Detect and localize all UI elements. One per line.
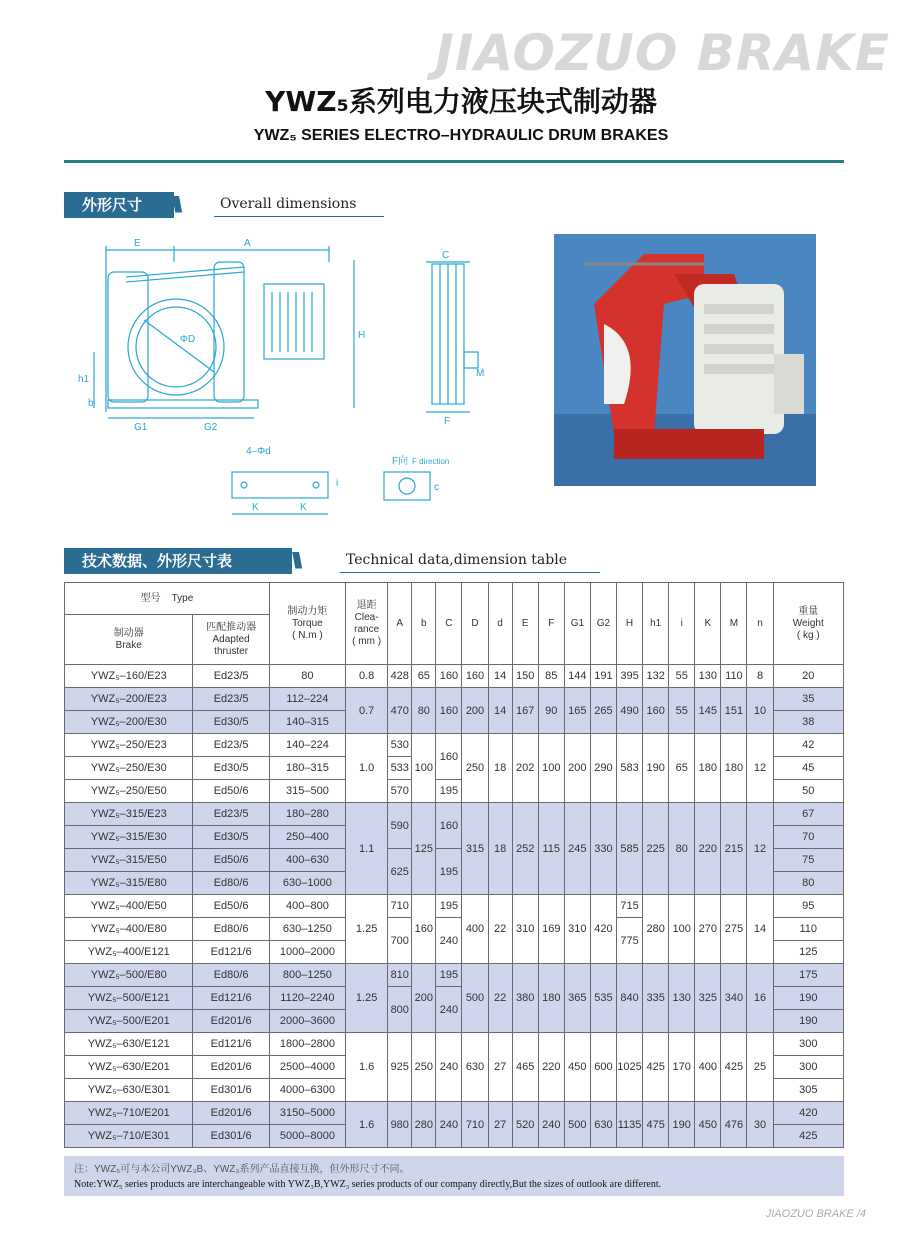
section-underline — [214, 216, 384, 217]
table-cell: 325 — [695, 964, 721, 1033]
table-row — [65, 1102, 844, 1125]
table-cell: 165 — [564, 688, 590, 734]
table-cell: 100 — [669, 895, 695, 964]
table-cell: 160 — [462, 665, 488, 688]
table-cell: 170 — [669, 1033, 695, 1102]
table-cell: 145 — [695, 688, 721, 734]
label-b: b — [88, 398, 94, 409]
table-cell: 315–500 — [269, 780, 345, 803]
table-cell: 14 — [488, 665, 512, 688]
table-cell: Ed121/6 — [193, 941, 269, 964]
table-cell: 167 — [512, 688, 538, 734]
table-cell: YWZ₅–315/E30 — [65, 826, 193, 849]
table-cell: YWZ₅–160/E23 — [65, 665, 193, 688]
type-header: 型号 Type — [65, 583, 270, 615]
table-cell: 27 — [488, 1102, 512, 1148]
table-cell: Ed23/5 — [193, 734, 269, 757]
table-cell: 530 — [388, 734, 412, 757]
table-cell: 80 — [269, 665, 345, 688]
label-F: F — [444, 416, 451, 427]
table-cell: 125 — [412, 803, 436, 895]
table-cell: 190 — [773, 1010, 843, 1033]
table-cell: YWZ₅–710/E301 — [65, 1125, 193, 1148]
table-cell: 240 — [538, 1102, 564, 1148]
table-cell: 305 — [773, 1079, 843, 1102]
table-cell: 400–630 — [269, 849, 345, 872]
table-cell: 275 — [721, 895, 747, 964]
table-cell: 425 — [721, 1033, 747, 1102]
table-cell: 12 — [747, 734, 773, 803]
torque-header: 制动力矩 Torque ( N.m ) — [269, 583, 345, 665]
table-cell: 400 — [695, 1033, 721, 1102]
table-cell: 265 — [590, 688, 616, 734]
label-G1: G1 — [134, 422, 148, 433]
table-cell: 200 — [412, 964, 436, 1033]
col-h1: h1 — [643, 583, 669, 665]
table-cell: 1.0 — [346, 734, 388, 803]
label-M: M — [476, 368, 484, 379]
table-cell: YWZ₅–315/E23 — [65, 803, 193, 826]
table-cell: 195 — [436, 849, 462, 895]
table-cell: 130 — [669, 964, 695, 1033]
col-M: M — [721, 583, 747, 665]
dimension-diagram — [64, 232, 484, 522]
table-cell: 160 — [643, 688, 669, 734]
table-cell: Ed121/6 — [193, 987, 269, 1010]
table-cell: YWZ₅–400/E121 — [65, 941, 193, 964]
slash-icon: \\\ — [172, 192, 179, 217]
table-cell: 220 — [695, 803, 721, 895]
table-cell: Ed80/6 — [193, 964, 269, 987]
table-cell: 800 — [388, 987, 412, 1033]
table-cell: 425 — [773, 1125, 843, 1148]
table-cell: 35 — [773, 688, 843, 711]
table-cell: 14 — [747, 895, 773, 964]
table-row — [65, 803, 844, 826]
table-cell: 340 — [721, 964, 747, 1033]
table-cell: 200 — [462, 688, 488, 734]
weight-header: 重量 Weight ( kg ) — [773, 583, 843, 665]
table-cell: 80 — [669, 803, 695, 895]
table-cell: 132 — [643, 665, 669, 688]
table-cell: 27 — [488, 1033, 512, 1102]
table-cell: 110 — [721, 665, 747, 688]
section-title-en: Overall dimensions — [220, 196, 357, 212]
label-h1: h1 — [78, 374, 90, 385]
table-cell: YWZ₅–500/E121 — [65, 987, 193, 1010]
table-cell: 630 — [590, 1102, 616, 1148]
col-d: d — [488, 583, 512, 665]
table-cell: 90 — [538, 688, 564, 734]
table-cell: YWZ₅–630/E301 — [65, 1079, 193, 1102]
table-cell: 500 — [564, 1102, 590, 1148]
table-cell: 180 — [695, 734, 721, 803]
table-cell: 252 — [512, 803, 538, 895]
table-cell: 180 — [538, 964, 564, 1033]
table-cell: Ed201/6 — [193, 1056, 269, 1079]
table-cell: 125 — [773, 941, 843, 964]
page-title-en: YWZ₅ SERIES ELECTRO–HYDRAULIC DRUM BRAKES — [253, 127, 669, 144]
table-cell: 1.25 — [346, 895, 388, 964]
table-cell: 50 — [773, 780, 843, 803]
table-cell: Ed80/6 — [193, 918, 269, 941]
table-cell: 3150–5000 — [269, 1102, 345, 1125]
table-cell: YWZ₅–400/E50 — [65, 895, 193, 918]
table-cell: 585 — [617, 803, 643, 895]
table-cell: 1800–2800 — [269, 1033, 345, 1056]
table-cell: 195 — [436, 780, 462, 803]
table-cell: 700 — [388, 918, 412, 964]
table-cell: 160 — [436, 803, 462, 849]
col-C: C — [436, 583, 462, 665]
table-cell: Ed50/6 — [193, 849, 269, 872]
table-cell: 18 — [488, 803, 512, 895]
table-cell: 420 — [773, 1102, 843, 1125]
table-cell: 65 — [412, 665, 436, 688]
table-cell: 335 — [643, 964, 669, 1033]
table-cell: Ed30/5 — [193, 757, 269, 780]
table-cell: 2000–3600 — [269, 1010, 345, 1033]
table-cell: 280 — [412, 1102, 436, 1148]
table-cell: 25 — [747, 1033, 773, 1102]
page-title-cn: YWZ₅系列电力液压块式制动器 — [265, 85, 657, 118]
table-cell: 240 — [436, 918, 462, 964]
footnote — [64, 1156, 844, 1196]
table-cell: 240 — [436, 1102, 462, 1148]
table-cell: 160 — [436, 734, 462, 780]
table-cell: 710 — [388, 895, 412, 918]
table-cell: 365 — [564, 964, 590, 1033]
table-cell: 45 — [773, 757, 843, 780]
table-cell: 590 — [388, 803, 412, 849]
table-cell: 225 — [643, 803, 669, 895]
table-cell: 240 — [436, 987, 462, 1033]
table-cell: Ed121/6 — [193, 1033, 269, 1056]
col-F: F — [538, 583, 564, 665]
label-E: E — [134, 238, 141, 249]
section-tag: 外形尺寸 — [64, 192, 174, 218]
table-cell: 16 — [747, 964, 773, 1033]
table-cell: 0.8 — [346, 665, 388, 688]
table-cell: 925 — [388, 1033, 412, 1102]
table-cell: 22 — [488, 895, 512, 964]
table-cell: 144 — [564, 665, 590, 688]
label-i: i — [336, 478, 339, 489]
table-cell: 500 — [462, 964, 488, 1033]
col-A: A — [388, 583, 412, 665]
table-cell: 775 — [617, 918, 643, 964]
table-cell: 18 — [488, 734, 512, 803]
table-cell: YWZ₅–710/E201 — [65, 1102, 193, 1125]
table-cell: Ed301/6 — [193, 1125, 269, 1148]
table-cell: 140–315 — [269, 711, 345, 734]
table-cell: 583 — [617, 734, 643, 803]
table-cell: YWZ₅–200/E30 — [65, 711, 193, 734]
table-cell: 630–1250 — [269, 918, 345, 941]
table-cell: 810 — [388, 964, 412, 987]
table-cell: 380 — [512, 964, 538, 1033]
table-row — [65, 665, 844, 688]
table-cell: YWZ₅–630/E201 — [65, 1056, 193, 1079]
table-cell: 1135 — [617, 1102, 643, 1148]
table-cell: 115 — [538, 803, 564, 895]
table-cell: 450 — [695, 1102, 721, 1148]
table-cell: 330 — [590, 803, 616, 895]
table-cell: Ed23/5 — [193, 688, 269, 711]
table-cell: Ed23/5 — [193, 665, 269, 688]
table-row — [65, 1033, 844, 1056]
table-cell: 180–315 — [269, 757, 345, 780]
table-cell: 310 — [564, 895, 590, 964]
table-cell: 250 — [462, 734, 488, 803]
table-cell: 80 — [773, 872, 843, 895]
table-cell: 470 — [388, 688, 412, 734]
table-cell: 240 — [436, 1033, 462, 1102]
table-row — [65, 688, 844, 711]
table-cell: 10 — [747, 688, 773, 734]
table-row — [65, 964, 844, 987]
table-cell: 570 — [388, 780, 412, 803]
table-cell: 95 — [773, 895, 843, 918]
table-cell: 67 — [773, 803, 843, 826]
label-H: H — [358, 330, 366, 341]
label-K1: K — [252, 502, 259, 513]
table-cell: Ed50/6 — [193, 780, 269, 803]
table-cell: 110 — [773, 918, 843, 941]
table-cell: 250–400 — [269, 826, 345, 849]
col-G2: G2 — [590, 583, 616, 665]
label-G2: G2 — [204, 422, 218, 433]
table-cell: Ed80/6 — [193, 872, 269, 895]
table-cell: 195 — [436, 964, 462, 987]
table-cell: YWZ₅–630/E121 — [65, 1033, 193, 1056]
table-cell: 75 — [773, 849, 843, 872]
table-cell: 65 — [669, 734, 695, 803]
table-cell: 100 — [538, 734, 564, 803]
table-cell: 100 — [412, 734, 436, 803]
table-cell: 190 — [669, 1102, 695, 1148]
table-cell: 160 — [436, 665, 462, 688]
table-cell: Ed23/5 — [193, 803, 269, 826]
footnote-en: Note:YWZ₅ series products are interchangeable with YWZ₃B,YWZ₃ series products of our company directly,But the sizes of outlook are different. — [74, 1179, 662, 1190]
table-cell: 710 — [462, 1102, 488, 1148]
table-cell: 1000–2000 — [269, 941, 345, 964]
table-cell: YWZ₅–400/E80 — [65, 918, 193, 941]
section-technical-data — [64, 548, 604, 574]
table-cell: 202 — [512, 734, 538, 803]
table-cell: 1.25 — [346, 964, 388, 1033]
table-cell: 300 — [773, 1033, 843, 1056]
table-cell: 425 — [643, 1033, 669, 1102]
table-cell: 180–280 — [269, 803, 345, 826]
table-cell: 1.6 — [346, 1033, 388, 1102]
table-cell: 85 — [538, 665, 564, 688]
table-cell: 8 — [747, 665, 773, 688]
table-cell: 800–1250 — [269, 964, 345, 987]
section-underline — [340, 572, 600, 573]
table-cell: Ed30/5 — [193, 826, 269, 849]
brake-header: 制动器 Brake — [65, 615, 193, 665]
table-cell: 215 — [721, 803, 747, 895]
table-cell: 450 — [564, 1033, 590, 1102]
table-cell: 130 — [695, 665, 721, 688]
col-G1: G1 — [564, 583, 590, 665]
col-K: K — [695, 583, 721, 665]
table-cell: 1.6 — [346, 1102, 388, 1148]
table-cell: 465 — [512, 1033, 538, 1102]
table-cell: 420 — [590, 895, 616, 964]
table-cell: 310 — [512, 895, 538, 964]
table-cell: 55 — [669, 665, 695, 688]
table-cell: 55 — [669, 688, 695, 734]
table-cell: Ed301/6 — [193, 1079, 269, 1102]
table-cell: 112–224 — [269, 688, 345, 711]
table-cell: 600 — [590, 1033, 616, 1102]
table-cell: 14 — [488, 688, 512, 734]
table-cell: 191 — [590, 665, 616, 688]
table-cell: Ed50/6 — [193, 895, 269, 918]
table-cell: 490 — [617, 688, 643, 734]
table-cell: Ed201/6 — [193, 1010, 269, 1033]
table-cell: 395 — [617, 665, 643, 688]
table-cell: 270 — [695, 895, 721, 964]
table-cell: 22 — [488, 964, 512, 1033]
label-C: C — [442, 250, 450, 261]
col-D: D — [462, 583, 488, 665]
table-cell: 630 — [462, 1033, 488, 1102]
table-cell: 475 — [643, 1102, 669, 1148]
thruster-header: 匹配推动器 Adapted thruster — [193, 615, 269, 665]
table-cell: 195 — [436, 895, 462, 918]
table-cell: YWZ₅–250/E50 — [65, 780, 193, 803]
section-tag: 技术数据、外形尺寸表 — [64, 548, 292, 574]
table-cell: 70 — [773, 826, 843, 849]
table-cell: 2500–4000 — [269, 1056, 345, 1079]
table-cell: 715 — [617, 895, 643, 918]
table-cell: 140–224 — [269, 734, 345, 757]
table-cell: 533 — [388, 757, 412, 780]
table-cell: 535 — [590, 964, 616, 1033]
label-D: ΦD — [180, 334, 196, 345]
table-cell: 20 — [773, 665, 843, 688]
table-cell: 151 — [721, 688, 747, 734]
table-cell: 520 — [512, 1102, 538, 1148]
slash-icon: \\\ — [292, 548, 299, 573]
col-b: b — [412, 583, 436, 665]
col-E: E — [512, 583, 538, 665]
table-cell: 245 — [564, 803, 590, 895]
table-cell: 1120–2240 — [269, 987, 345, 1010]
table-row — [65, 895, 844, 918]
table-cell: YWZ₅–315/E80 — [65, 872, 193, 895]
table-cell: 175 — [773, 964, 843, 987]
table-cell: 428 — [388, 665, 412, 688]
table-cell: 190 — [643, 734, 669, 803]
col-H: H — [617, 583, 643, 665]
col-n: n — [747, 583, 773, 665]
table-cell: 4000–6300 — [269, 1079, 345, 1102]
table-cell: 630–1000 — [269, 872, 345, 895]
table-cell: 180 — [721, 734, 747, 803]
col-i: i — [669, 583, 695, 665]
table-cell: 400–800 — [269, 895, 345, 918]
table-row — [65, 734, 844, 757]
table-cell: 220 — [538, 1033, 564, 1102]
clearance-header: 退距 Clea- rance ( mm ) — [346, 583, 388, 665]
table-cell: YWZ₅–200/E23 — [65, 688, 193, 711]
footnote-cn: 注：YWZ₅可与本公司YWZ₃B、YWZ₃系列产品直接互换，但外形尺寸不同。 — [74, 1164, 410, 1175]
table-cell: Ed201/6 — [193, 1102, 269, 1125]
table-cell: 160 — [436, 688, 462, 734]
table-cell: 280 — [643, 895, 669, 964]
table-cell: 400 — [462, 895, 488, 964]
table-cell: 160 — [412, 895, 436, 964]
table-cell: 315 — [462, 803, 488, 895]
title-rule — [64, 160, 844, 163]
label-c: c — [434, 482, 439, 493]
table-cell: 200 — [564, 734, 590, 803]
table-cell: 840 — [617, 964, 643, 1033]
table-cell: 1.1 — [346, 803, 388, 895]
table-cell: 300 — [773, 1056, 843, 1079]
label-K2: K — [300, 502, 307, 513]
table-cell: YWZ₅–500/E80 — [65, 964, 193, 987]
table-cell: 38 — [773, 711, 843, 734]
table-cell: 169 — [538, 895, 564, 964]
table-cell: Ed30/5 — [193, 711, 269, 734]
table-cell: 5000–8000 — [269, 1125, 345, 1148]
technical-data-table — [64, 582, 844, 1148]
page-footer: JIAOZUO BRAKE /4 — [765, 1208, 866, 1220]
label-hole: 4–Φd — [246, 446, 271, 457]
table-cell: 30 — [747, 1102, 773, 1148]
table-cell: YWZ₅–250/E30 — [65, 757, 193, 780]
table-cell: 42 — [773, 734, 843, 757]
label-fdir-cn: F向 — [392, 456, 409, 467]
table-cell: YWZ₅–250/E23 — [65, 734, 193, 757]
table-cell: 250 — [412, 1033, 436, 1102]
section-overall-dimensions — [64, 192, 384, 218]
table-cell: 1025 — [617, 1033, 643, 1102]
product-photo — [554, 234, 816, 486]
table-cell: 12 — [747, 803, 773, 895]
brand-watermark: JIAOZUO BRAKE — [435, 24, 890, 82]
label-A: A — [244, 238, 251, 249]
table-cell: 476 — [721, 1102, 747, 1148]
table-cell: 0.7 — [346, 688, 388, 734]
table-cell: 290 — [590, 734, 616, 803]
section-title-en: Technical data,dimension table — [346, 552, 568, 568]
table-cell: 625 — [388, 849, 412, 895]
label-fdir-en: F direction — [412, 457, 450, 466]
table-cell: YWZ₅–500/E201 — [65, 1010, 193, 1033]
table-cell: 80 — [412, 688, 436, 734]
table-cell: 190 — [773, 987, 843, 1010]
table-cell: 980 — [388, 1102, 412, 1148]
table-cell: YWZ₅–315/E50 — [65, 849, 193, 872]
table-cell: 150 — [512, 665, 538, 688]
